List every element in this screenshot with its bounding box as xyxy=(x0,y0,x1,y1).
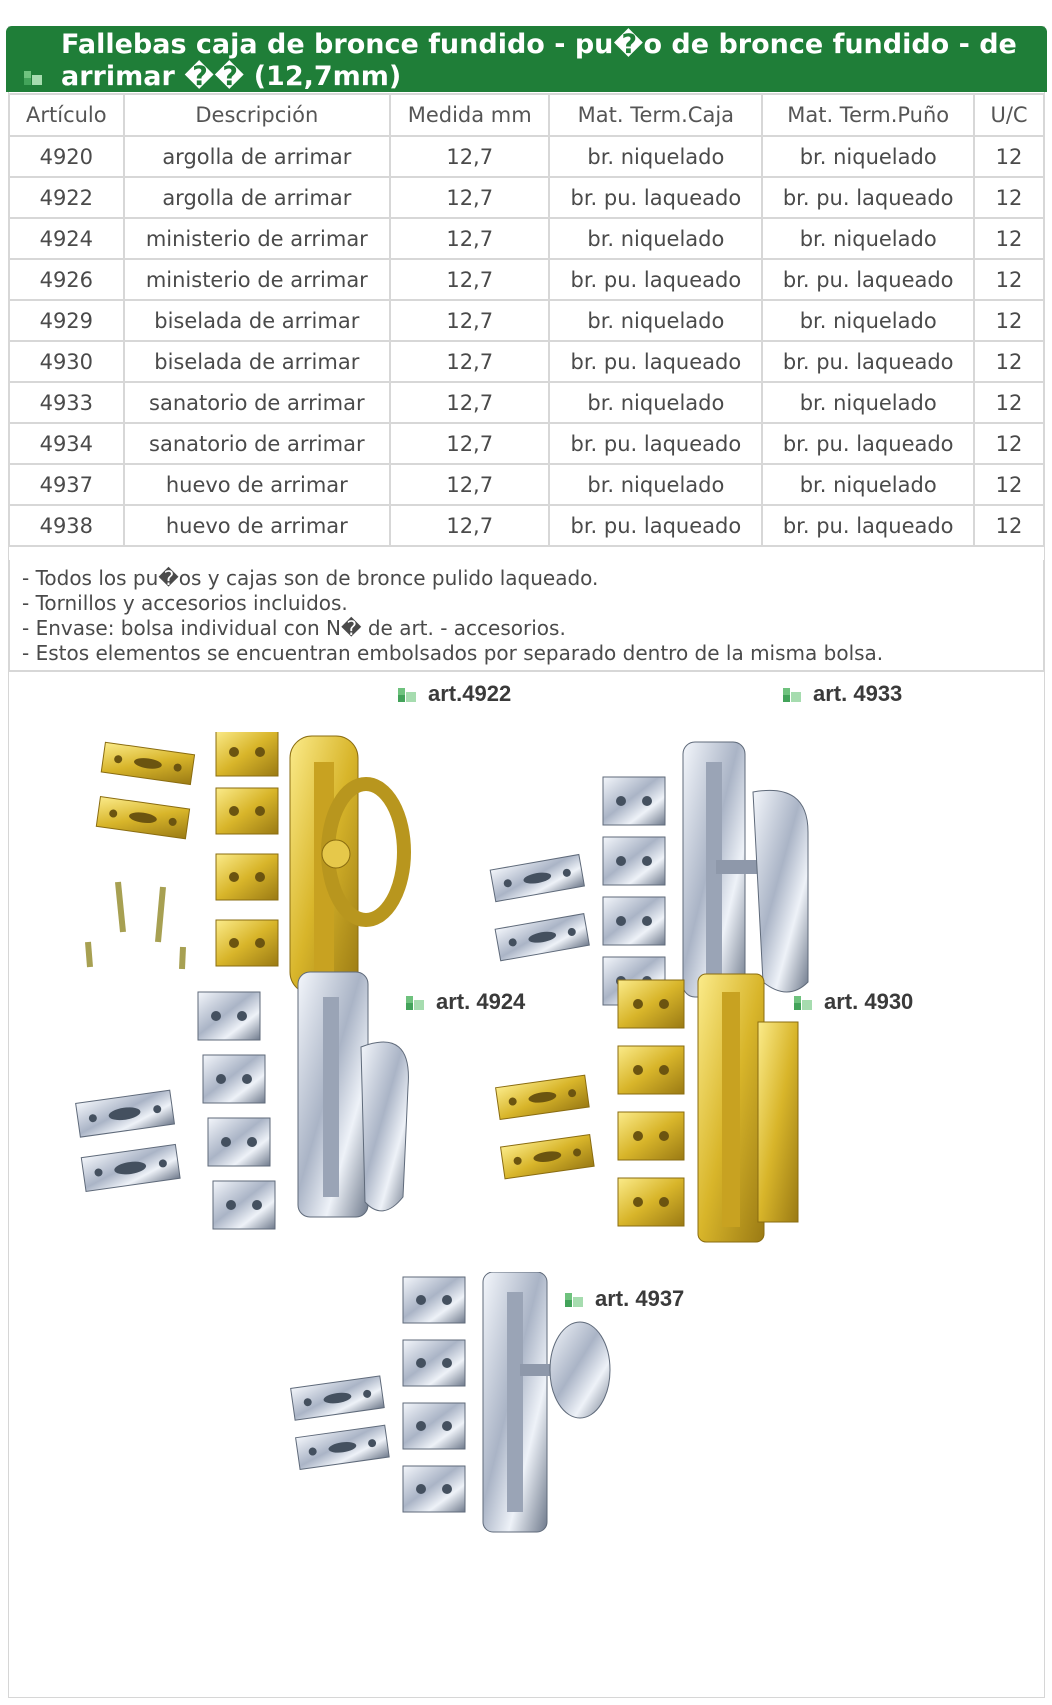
cell-descripcion: biselada de arrimar xyxy=(124,341,390,382)
cell-uc: 12 xyxy=(974,423,1044,464)
product-image-4924 xyxy=(73,967,443,1257)
cell-descripcion: ministerio de arrimar xyxy=(124,259,390,300)
cell-mat-caja: br. niquelado xyxy=(549,136,762,177)
product-table xyxy=(8,93,1045,547)
cell-mat-caja: br. pu. laqueado xyxy=(549,259,762,300)
cell-articulo: 4929 xyxy=(9,300,124,341)
product-label-4937: art. 4937 xyxy=(565,1286,684,1312)
product-image-4922 xyxy=(48,732,438,1002)
cell-articulo: 4933 xyxy=(9,382,124,423)
cell-uc: 12 xyxy=(974,505,1044,546)
cell-mat-puno: br. niquelado xyxy=(762,136,974,177)
cell-mat-caja: br. pu. laqueado xyxy=(549,423,762,464)
note-line: - Envase: bolsa individual con N� de art. - accesorios. xyxy=(22,616,566,640)
title-bullet-icon xyxy=(24,70,48,89)
cell-mat-puno: br. pu. laqueado xyxy=(762,505,974,546)
cell-mat-caja: br. niquelado xyxy=(549,300,762,341)
cell-medida: 12,7 xyxy=(390,136,549,177)
cell-articulo: 4920 xyxy=(9,136,124,177)
cell-articulo: 4930 xyxy=(9,341,124,382)
cell-uc: 12 xyxy=(974,218,1044,259)
cell-mat-puno: br. niquelado xyxy=(762,382,974,423)
cell-uc: 12 xyxy=(974,136,1044,177)
cell-articulo: 4922 xyxy=(9,177,124,218)
table-row xyxy=(9,177,1044,218)
cell-mat-puno: br. niquelado xyxy=(762,464,974,505)
bullet-icon xyxy=(398,688,422,702)
table-row xyxy=(9,382,1044,423)
cell-uc: 12 xyxy=(974,177,1044,218)
cell-medida: 12,7 xyxy=(390,259,549,300)
cell-medida: 12,7 xyxy=(390,177,549,218)
cell-medida: 12,7 xyxy=(390,505,549,546)
cell-descripcion: sanatorio de arrimar xyxy=(124,423,390,464)
bullet-icon xyxy=(565,1293,589,1307)
notes-box xyxy=(8,560,1045,672)
cell-medida: 12,7 xyxy=(390,300,549,341)
cell-medida: 12,7 xyxy=(390,341,549,382)
cell-mat-caja: br. pu. laqueado xyxy=(549,341,762,382)
product-image-4937 xyxy=(288,1272,678,1562)
product-gallery xyxy=(8,672,1045,1698)
cell-mat-caja: br. niquelado xyxy=(549,218,762,259)
cell-uc: 12 xyxy=(974,259,1044,300)
col-uc: U/C xyxy=(974,94,1044,136)
cell-uc: 12 xyxy=(974,300,1044,341)
cell-descripcion: huevo de arrimar xyxy=(124,464,390,505)
cell-uc: 12 xyxy=(974,341,1044,382)
cell-articulo: 4937 xyxy=(9,464,124,505)
cell-medida: 12,7 xyxy=(390,218,549,259)
cell-descripcion: ministerio de arrimar xyxy=(124,218,390,259)
table-row xyxy=(9,259,1044,300)
note-line: - Estos elementos se encuentran embolsados por separado dentro de la misma bolsa. xyxy=(22,641,884,665)
col-medida: Medida mm xyxy=(390,94,549,136)
cell-articulo: 4938 xyxy=(9,505,124,546)
cell-descripcion: argolla de arrimar xyxy=(124,177,390,218)
cell-mat-puno: br. pu. laqueado xyxy=(762,341,974,382)
table-row xyxy=(9,423,1044,464)
table-header-row xyxy=(9,94,1044,136)
cell-mat-puno: br. niquelado xyxy=(762,300,974,341)
title-bar xyxy=(6,26,1047,92)
note-line: - Todos los pu�os y cajas son de bronce pulido laqueado. xyxy=(22,566,599,590)
col-articulo: Artículo xyxy=(9,94,124,136)
cell-descripcion: sanatorio de arrimar xyxy=(124,382,390,423)
cell-mat-caja: br. pu. laqueado xyxy=(549,505,762,546)
cell-descripcion: argolla de arrimar xyxy=(124,136,390,177)
product-image-4930 xyxy=(488,972,828,1272)
cell-articulo: 4926 xyxy=(9,259,124,300)
bullet-icon xyxy=(794,996,818,1010)
table-row xyxy=(9,136,1044,177)
cell-articulo: 4934 xyxy=(9,423,124,464)
product-label-4930: art. 4930 xyxy=(794,989,913,1015)
col-descripcion: Descripción xyxy=(124,94,390,136)
col-mat-caja: Mat. Term.Caja xyxy=(549,94,762,136)
cell-medida: 12,7 xyxy=(390,423,549,464)
product-label-4922: art.4922 xyxy=(398,681,511,707)
cell-mat-puno: br. pu. laqueado xyxy=(762,423,974,464)
table-row xyxy=(9,341,1044,382)
cell-mat-puno: br. pu. laqueado xyxy=(762,177,974,218)
table-row xyxy=(9,300,1044,341)
table-row xyxy=(9,505,1044,546)
cell-medida: 12,7 xyxy=(390,464,549,505)
cell-mat-puno: br. pu. laqueado xyxy=(762,259,974,300)
cell-articulo: 4924 xyxy=(9,218,124,259)
cell-uc: 12 xyxy=(974,464,1044,505)
bullet-icon xyxy=(406,996,430,1010)
table-row xyxy=(9,218,1044,259)
page-title: Fallebas caja de bronce fundido - pu�o de bronce fundido - de arrimar �� (12,7mm) xyxy=(61,29,1017,92)
table-row xyxy=(9,464,1044,505)
cell-medida: 12,7 xyxy=(390,382,549,423)
product-label-4924: art. 4924 xyxy=(406,989,525,1015)
cell-mat-caja: br. niquelado xyxy=(549,382,762,423)
product-label-4933: art. 4933 xyxy=(783,681,902,707)
cell-mat-puno: br. niquelado xyxy=(762,218,974,259)
cell-descripcion: huevo de arrimar xyxy=(124,505,390,546)
col-mat-puno: Mat. Term.Puño xyxy=(762,94,974,136)
bullet-icon xyxy=(783,688,807,702)
cell-descripcion: biselada de arrimar xyxy=(124,300,390,341)
cell-mat-caja: br. pu. laqueado xyxy=(549,177,762,218)
cell-uc: 12 xyxy=(974,382,1044,423)
cell-mat-caja: br. niquelado xyxy=(549,464,762,505)
note-line: - Tornillos y accesorios incluidos. xyxy=(22,591,348,615)
